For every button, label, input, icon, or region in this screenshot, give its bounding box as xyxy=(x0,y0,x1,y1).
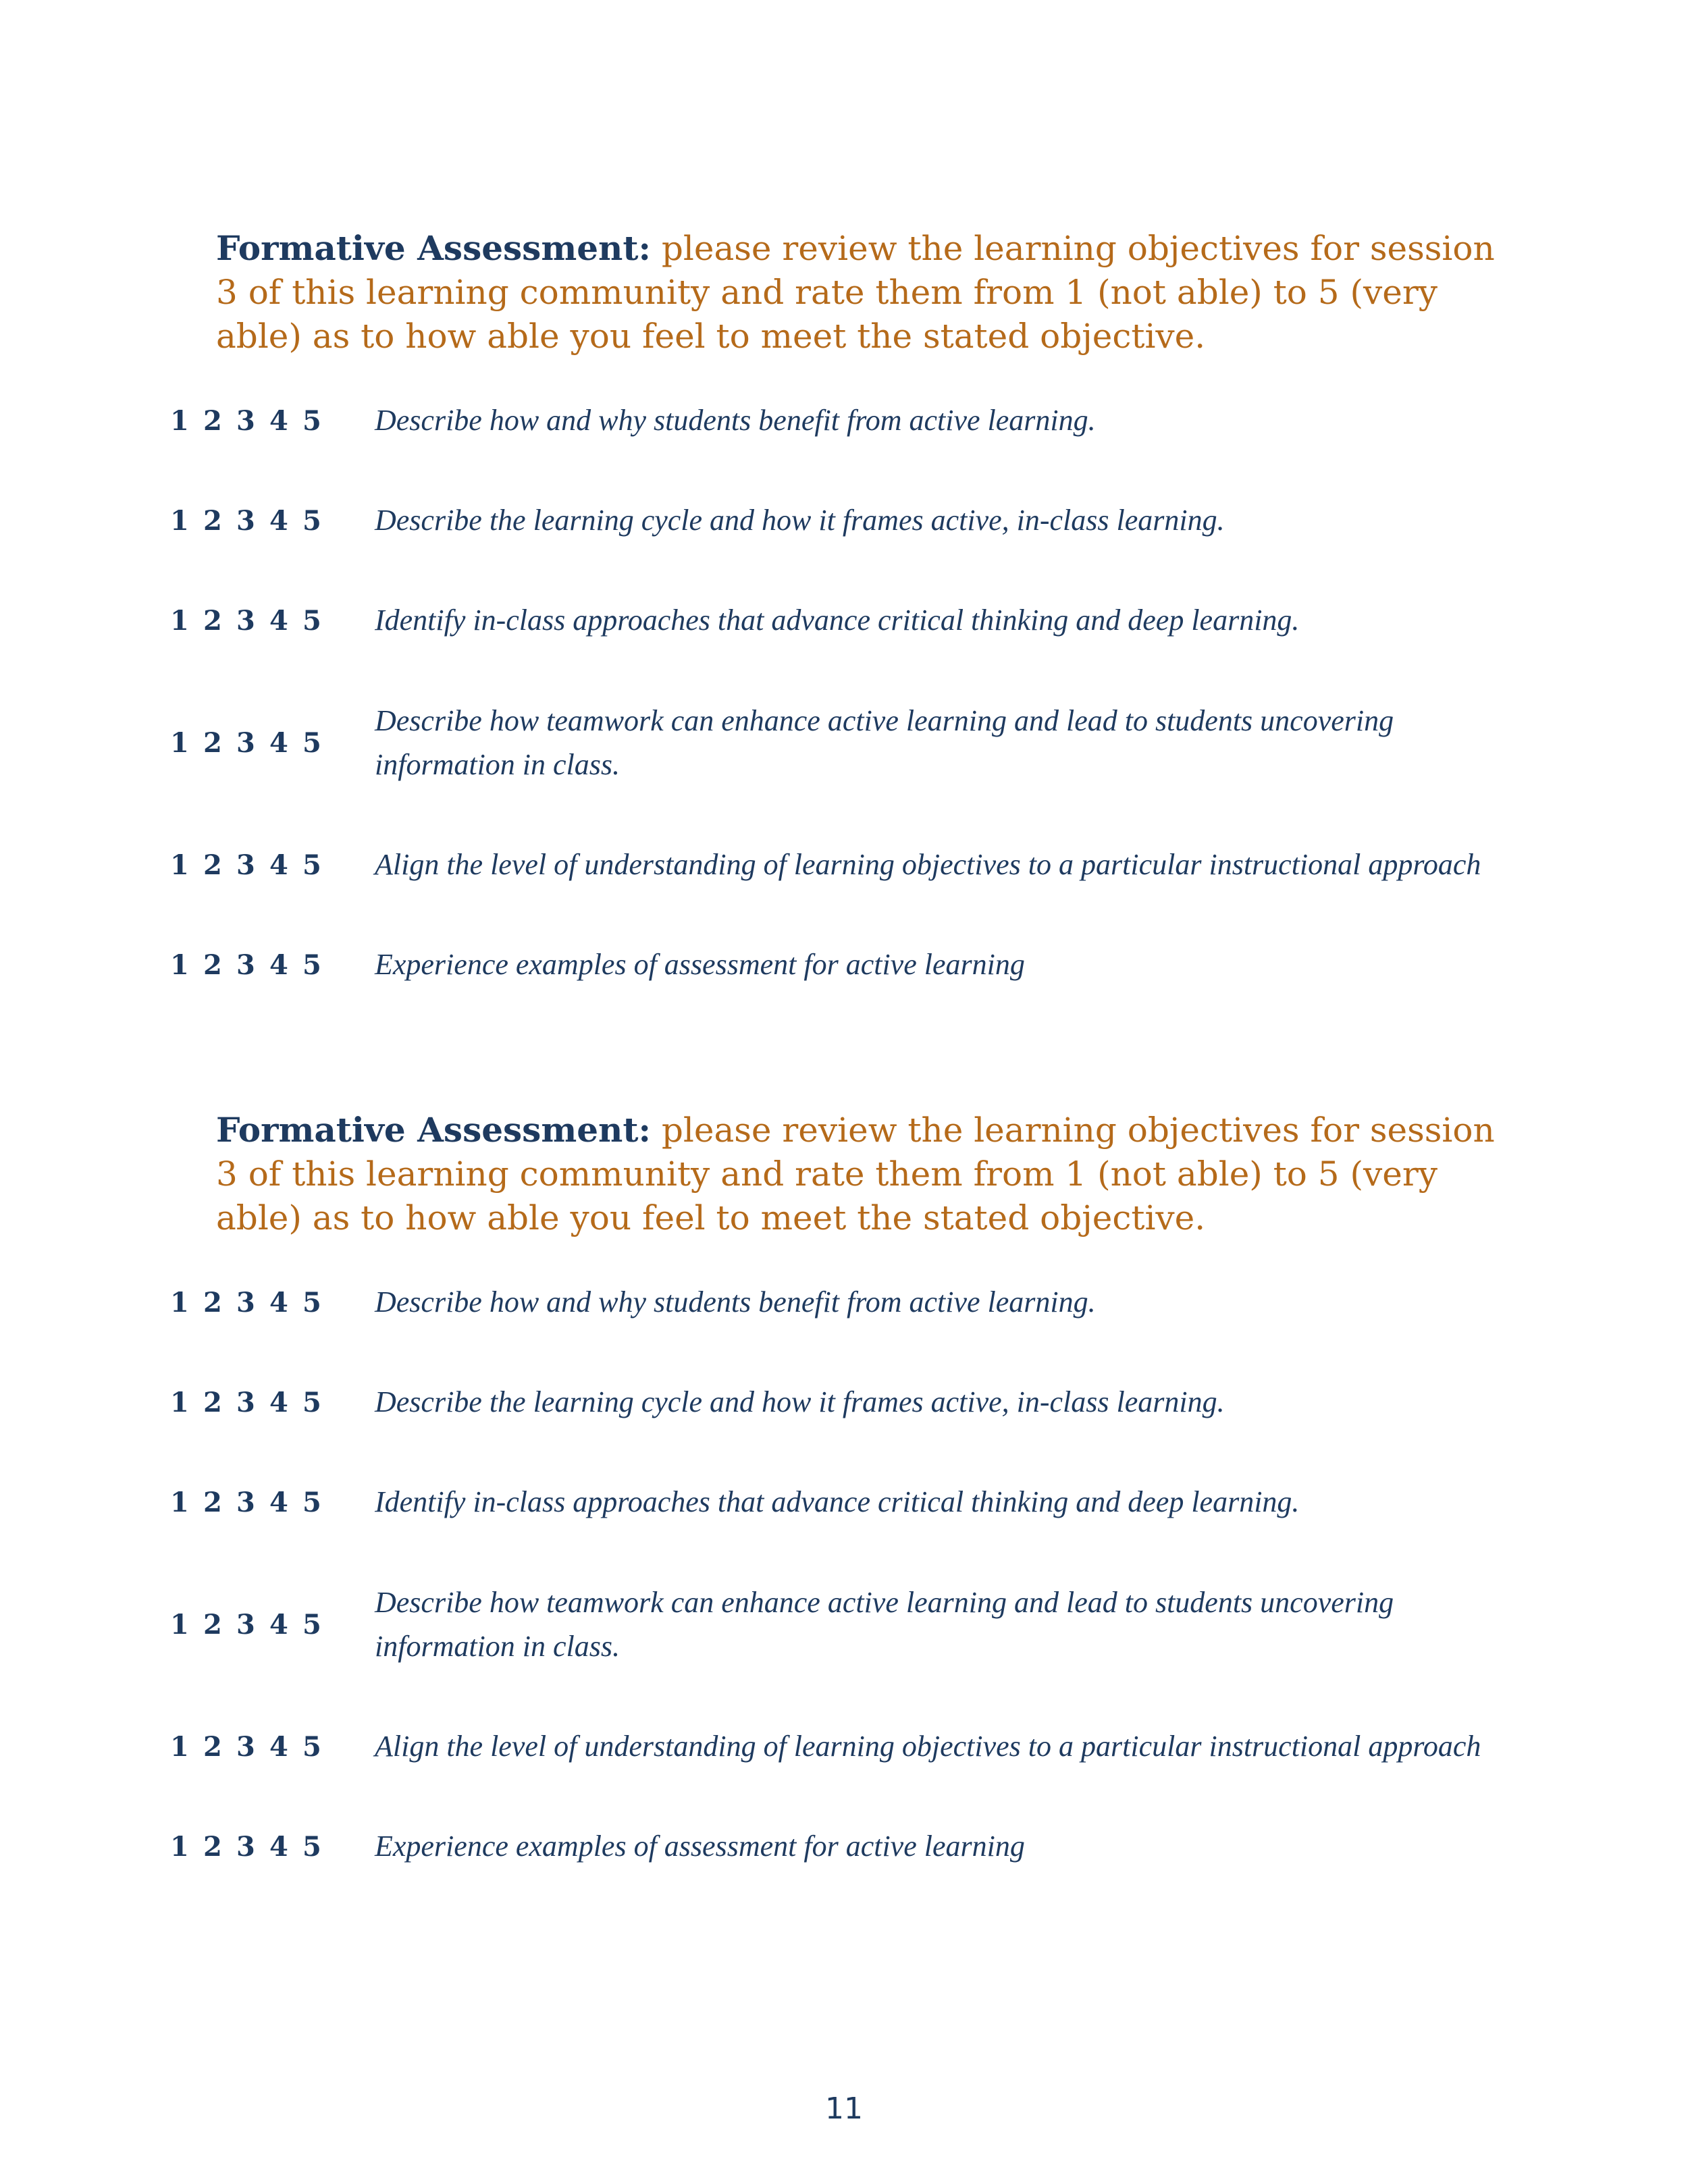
rating-option-3[interactable]: 3 xyxy=(236,605,255,637)
rating-option-2[interactable]: 2 xyxy=(203,605,222,637)
rating-option-4[interactable]: 4 xyxy=(269,605,288,637)
rating-option-5[interactable]: 5 xyxy=(302,1731,321,1763)
objective-text: Describe the learning cycle and how it frames active, in-class learning. xyxy=(375,504,1225,537)
rating-option-3[interactable]: 3 xyxy=(236,1731,255,1763)
rating-option-4[interactable]: 4 xyxy=(269,727,288,759)
rating-option-3[interactable]: 3 xyxy=(236,849,255,881)
rating-option-2[interactable]: 2 xyxy=(203,1287,222,1319)
rating-option-4[interactable]: 4 xyxy=(269,1731,288,1763)
objective-text: Identify in-class approaches that advance critical thinking and deep learning. xyxy=(375,604,1300,637)
rating-scale[interactable] xyxy=(170,605,336,637)
rating-scale[interactable] xyxy=(170,1487,336,1518)
rating-option-3[interactable]: 3 xyxy=(236,1609,255,1641)
rating-option-1[interactable]: 1 xyxy=(170,1487,189,1518)
rating-scale[interactable] xyxy=(170,1609,336,1641)
rating-option-3[interactable]: 3 xyxy=(236,505,255,537)
rating-option-5[interactable]: 5 xyxy=(302,1609,321,1641)
rating-option-2[interactable]: 2 xyxy=(203,949,222,981)
assessment-instruction: please review the learning objectives for session 3 of this learning community and rate them from 1 (not able) to 5 (very able) as to how able you feel to meet the stated objective. xyxy=(216,229,1495,356)
rating-option-5[interactable]: 5 xyxy=(302,727,321,759)
objective-text: Identify in-class approaches that advance critical thinking and deep learning. xyxy=(375,1485,1300,1518)
rating-option-5[interactable]: 5 xyxy=(302,1831,321,1863)
rating-option-2[interactable]: 2 xyxy=(203,1609,222,1641)
rating-option-2[interactable]: 2 xyxy=(203,405,222,437)
assessment-instruction: please review the learning objectives for session 3 of this learning community and rate them from 1 (not able) to 5 (very able) as to how able you feel to meet the stated objective. xyxy=(216,1111,1495,1237)
rating-option-1[interactable]: 1 xyxy=(170,1731,189,1763)
rating-option-1[interactable]: 1 xyxy=(170,1287,189,1319)
rating-option-4[interactable]: 4 xyxy=(269,1609,288,1641)
rating-option-5[interactable]: 5 xyxy=(302,1387,321,1418)
rating-option-3[interactable]: 3 xyxy=(236,1831,255,1863)
rating-option-4[interactable]: 4 xyxy=(269,1831,288,1863)
rating-scale[interactable] xyxy=(170,405,336,437)
objective-text: Describe how teamwork can enhance active learning and lead to students uncovering information in class. xyxy=(375,1586,1394,1663)
rating-option-2[interactable]: 2 xyxy=(203,505,222,537)
objective-text: Experience examples of assessment for active learning xyxy=(375,948,1025,981)
rating-option-5[interactable]: 5 xyxy=(302,849,321,881)
rating-scale[interactable] xyxy=(170,505,336,537)
rating-option-5[interactable]: 5 xyxy=(302,405,321,437)
rating-option-1[interactable]: 1 xyxy=(170,1609,189,1641)
rating-option-1[interactable]: 1 xyxy=(170,1387,189,1418)
rating-option-2[interactable]: 2 xyxy=(203,1731,222,1763)
rating-scale[interactable] xyxy=(170,1387,336,1418)
page-number: 11 xyxy=(825,2092,863,2126)
rating-option-2[interactable]: 2 xyxy=(203,1487,222,1518)
assessment-intro xyxy=(216,226,1499,358)
rating-scale[interactable] xyxy=(170,949,336,981)
rating-option-4[interactable]: 4 xyxy=(269,1287,288,1319)
rating-option-3[interactable]: 3 xyxy=(236,1487,255,1518)
rating-option-1[interactable]: 1 xyxy=(170,727,189,759)
rating-option-5[interactable]: 5 xyxy=(302,605,321,637)
rating-option-1[interactable]: 1 xyxy=(170,505,189,537)
rating-option-1[interactable]: 1 xyxy=(170,605,189,637)
rating-option-3[interactable]: 3 xyxy=(236,727,255,759)
rating-scale[interactable] xyxy=(170,849,336,881)
rating-option-5[interactable]: 5 xyxy=(302,1287,321,1319)
rating-option-5[interactable]: 5 xyxy=(302,1487,321,1518)
objective-text: Align the level of understanding of learning objectives to a particular instructional approach xyxy=(375,848,1481,881)
objective-text: Experience examples of assessment for active learning xyxy=(375,1830,1025,1863)
rating-option-2[interactable]: 2 xyxy=(203,1831,222,1863)
rating-option-4[interactable]: 4 xyxy=(269,849,288,881)
rating-option-5[interactable]: 5 xyxy=(302,505,321,537)
objective-text: Describe the learning cycle and how it frames active, in-class learning. xyxy=(375,1385,1225,1418)
rating-option-4[interactable]: 4 xyxy=(269,1487,288,1518)
rating-option-3[interactable]: 3 xyxy=(236,1387,255,1418)
rating-scale[interactable] xyxy=(170,1731,336,1763)
rating-option-1[interactable]: 1 xyxy=(170,849,189,881)
objective-text: Align the level of understanding of learning objectives to a particular instructional approach xyxy=(375,1730,1481,1763)
rating-option-2[interactable]: 2 xyxy=(203,1387,222,1418)
rating-scale[interactable] xyxy=(170,1287,336,1319)
rating-option-1[interactable]: 1 xyxy=(170,405,189,437)
rating-option-4[interactable]: 4 xyxy=(269,505,288,537)
rating-option-3[interactable]: 3 xyxy=(236,949,255,981)
assessment-label: Formative Assessment: xyxy=(216,1110,651,1150)
rating-scale[interactable] xyxy=(170,727,336,759)
rating-option-4[interactable]: 4 xyxy=(269,1387,288,1418)
rating-option-5[interactable]: 5 xyxy=(302,949,321,981)
assessment-intro xyxy=(216,1108,1499,1240)
objective-text: Describe how and why students benefit from active learning. xyxy=(375,404,1096,437)
rating-option-3[interactable]: 3 xyxy=(236,405,255,437)
objective-text: Describe how and why students benefit from active learning. xyxy=(375,1285,1096,1319)
objective-text: Describe how teamwork can enhance active learning and lead to students uncovering information in class. xyxy=(375,704,1394,781)
assessment-label: Formative Assessment: xyxy=(216,228,651,268)
rating-option-1[interactable]: 1 xyxy=(170,949,189,981)
rating-option-3[interactable]: 3 xyxy=(236,1287,255,1319)
rating-option-2[interactable]: 2 xyxy=(203,849,222,881)
rating-option-1[interactable]: 1 xyxy=(170,1831,189,1863)
rating-option-4[interactable]: 4 xyxy=(269,949,288,981)
rating-option-2[interactable]: 2 xyxy=(203,727,222,759)
rating-option-4[interactable]: 4 xyxy=(269,405,288,437)
rating-scale[interactable] xyxy=(170,1831,336,1863)
